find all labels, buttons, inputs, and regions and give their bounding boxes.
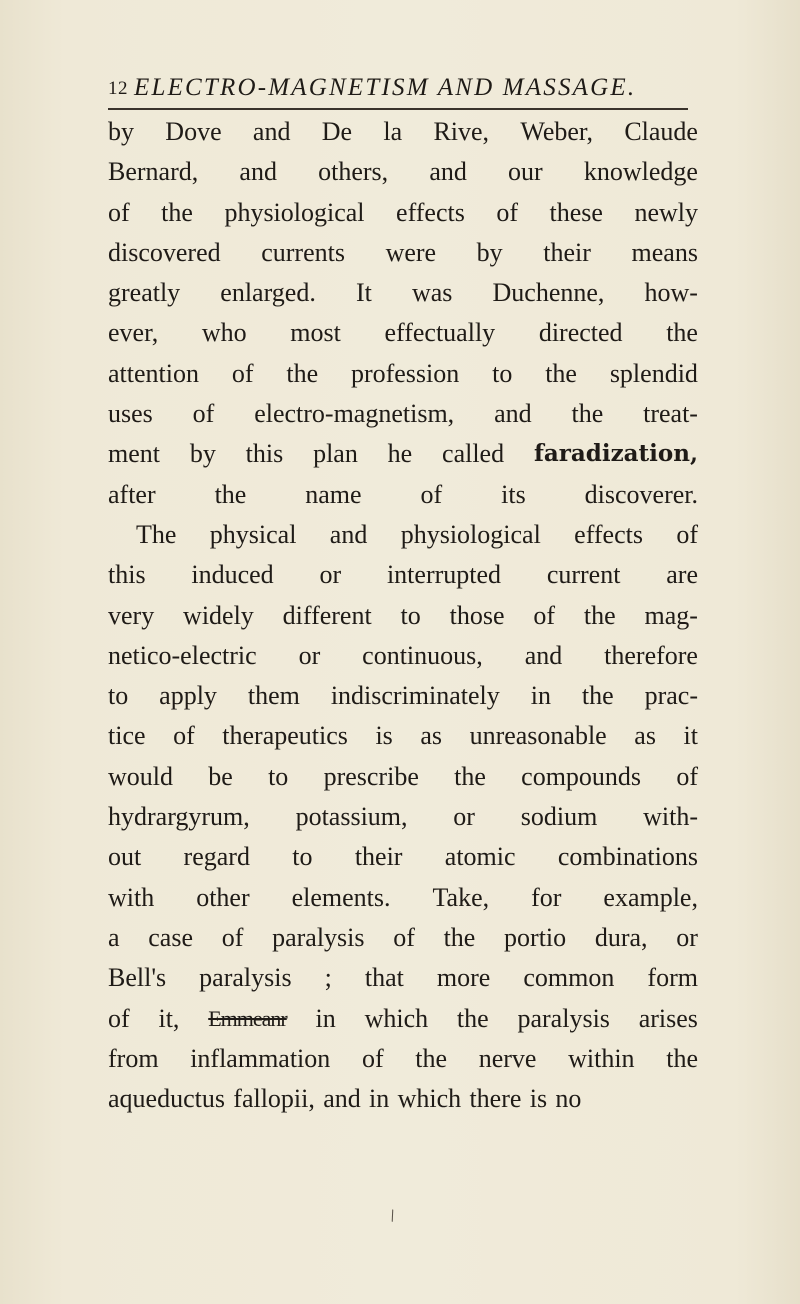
word: indiscriminately <box>330 681 500 711</box>
word: very <box>108 600 155 630</box>
text-line <box>108 555 698 595</box>
word: or <box>676 922 698 952</box>
word: different <box>282 600 372 630</box>
word: to <box>108 681 129 711</box>
word: Dove <box>165 117 222 146</box>
word: of <box>676 519 698 549</box>
word: of <box>533 600 556 630</box>
word: the <box>583 600 616 630</box>
word: arises <box>638 1003 698 1033</box>
word: The <box>136 519 177 549</box>
word: It <box>355 278 372 308</box>
word: which <box>397 1084 462 1114</box>
word: the <box>161 197 193 227</box>
word: others, <box>318 157 389 187</box>
stray-mark: \ <box>387 1207 398 1225</box>
word: attention <box>108 358 199 388</box>
word: prescribe <box>323 761 419 791</box>
word: nerve <box>478 1043 537 1073</box>
text-line <box>108 475 698 515</box>
word: ; <box>324 963 332 993</box>
text-line <box>108 1079 698 1119</box>
word: to <box>400 600 421 630</box>
word: this <box>245 439 284 469</box>
word: the <box>415 1043 448 1073</box>
text-line <box>108 273 698 313</box>
word: out <box>108 842 142 872</box>
word: Rive, <box>433 117 490 146</box>
running-head: ELECTRO-MAGNETISM AND MASSAGE. <box>134 74 637 101</box>
word: and <box>252 117 291 146</box>
word: of <box>496 197 519 227</box>
word: the <box>456 1003 489 1033</box>
word: or <box>319 560 342 590</box>
word: paralysis <box>272 922 365 952</box>
word: ment <box>108 439 160 469</box>
text-line <box>108 636 698 676</box>
word: the <box>443 922 476 952</box>
word: continuous, <box>362 640 483 670</box>
word: our <box>508 157 543 187</box>
word: how- <box>644 278 698 308</box>
word: who <box>201 318 247 348</box>
page-number: 12 <box>108 78 128 99</box>
word: physiological <box>224 197 365 227</box>
text-line <box>108 676 698 716</box>
text-line <box>108 233 698 273</box>
word: of <box>361 1043 384 1073</box>
word: widely <box>183 600 254 630</box>
word: as <box>634 721 656 751</box>
word: and <box>494 399 532 429</box>
word: it <box>683 721 698 751</box>
word: for <box>531 882 562 912</box>
word: and <box>239 157 277 187</box>
word: paralysis <box>199 963 292 993</box>
body-text <box>108 112 698 1119</box>
word: directed <box>538 318 623 348</box>
word: portio <box>504 922 567 952</box>
word: those <box>449 600 505 630</box>
word: form <box>647 963 698 993</box>
word: currents <box>261 237 345 267</box>
word: dura, <box>594 922 648 952</box>
word: or <box>453 802 475 832</box>
word: unreasonable <box>469 721 607 751</box>
word: Duchenne, <box>492 278 605 308</box>
text-line <box>108 394 698 434</box>
word: example, <box>603 882 698 912</box>
word: Emmeanr <box>208 1005 287 1031</box>
word: more <box>436 963 491 993</box>
word: and <box>524 640 563 670</box>
text-line <box>108 918 698 958</box>
text-line <box>108 837 698 877</box>
word: discovered <box>108 237 221 267</box>
word: the <box>666 318 698 348</box>
word: enlarged. <box>220 278 316 308</box>
word: of <box>173 721 195 751</box>
word: from <box>108 1043 159 1073</box>
word: its <box>501 479 526 509</box>
word: he <box>387 439 413 469</box>
page-header <box>108 68 688 110</box>
text-line <box>108 958 698 998</box>
word: of <box>221 922 244 952</box>
word: tice <box>108 721 146 751</box>
word: therefore <box>604 640 698 670</box>
word: and <box>429 157 467 187</box>
word: that <box>364 963 404 993</box>
word: elements. <box>291 882 391 912</box>
word: plan <box>313 439 358 469</box>
word: is <box>375 721 393 751</box>
word: as <box>420 721 443 751</box>
word: be <box>208 761 233 791</box>
word: means <box>631 237 698 267</box>
word: name <box>305 479 362 509</box>
word: splendid <box>609 358 698 388</box>
word: other <box>196 882 250 912</box>
text-line <box>108 596 698 636</box>
word: the <box>214 479 247 509</box>
word: Take, <box>432 882 490 912</box>
word: mag- <box>644 600 698 630</box>
word: this <box>108 560 146 590</box>
word: greatly <box>108 278 181 308</box>
word: faradization, <box>533 440 698 468</box>
word: aqueductus <box>108 1084 225 1114</box>
word: atomic <box>444 842 516 872</box>
word: compounds <box>521 761 642 791</box>
word: uses <box>108 399 153 429</box>
word: called <box>442 439 505 469</box>
word: of <box>108 197 130 227</box>
text-line <box>108 757 698 797</box>
word: effectually <box>384 318 496 348</box>
word: inflammation <box>190 1043 331 1073</box>
word: netico-electric <box>108 640 257 670</box>
word: there <box>469 1084 522 1114</box>
word: physical <box>209 519 297 549</box>
text-line <box>108 999 698 1039</box>
word: which <box>364 1003 429 1033</box>
text-line <box>108 434 698 474</box>
word: current <box>546 560 621 590</box>
word: of <box>420 479 443 509</box>
word: interrupted <box>386 560 502 590</box>
word: the <box>545 358 577 388</box>
word: the <box>454 761 486 791</box>
word: the <box>571 399 604 429</box>
word: Bernard, <box>108 157 199 187</box>
word: no <box>555 1084 582 1114</box>
word: therapeutics <box>222 721 348 751</box>
word: effects <box>396 197 465 227</box>
word: in <box>369 1084 390 1114</box>
word: of <box>192 399 215 429</box>
word: to <box>492 358 513 388</box>
word: apply <box>159 681 217 711</box>
word: profession <box>350 358 460 388</box>
word: prac- <box>644 681 698 711</box>
text-line <box>108 193 698 233</box>
word: sodium <box>520 802 598 832</box>
word: and <box>323 1084 361 1114</box>
word: is <box>529 1084 548 1114</box>
text-line <box>108 716 698 756</box>
word: effects <box>574 519 643 549</box>
word: of <box>231 358 254 388</box>
word: of <box>108 1003 130 1033</box>
word: was <box>411 278 453 308</box>
word: fallopii, <box>233 1084 315 1114</box>
word: of <box>676 761 698 791</box>
word: Weber, <box>520 117 594 146</box>
word: electro-magnetism, <box>254 399 455 429</box>
word: were <box>385 237 437 267</box>
word: induced <box>191 560 274 590</box>
word: would <box>108 761 173 791</box>
text-line <box>108 878 698 918</box>
text-line <box>108 515 698 555</box>
word: within <box>568 1043 635 1073</box>
word: them <box>247 681 300 711</box>
word: in <box>315 1003 336 1033</box>
word: hydrargyrum, <box>108 802 250 832</box>
word: knowledge <box>583 157 698 187</box>
word: De <box>321 117 353 146</box>
word: their <box>354 842 403 872</box>
word: regard <box>183 842 250 872</box>
word: a <box>108 922 120 952</box>
word: in <box>530 681 551 711</box>
word: with <box>108 882 155 912</box>
word: with- <box>643 802 698 832</box>
word: to <box>292 842 313 872</box>
word: the <box>286 358 319 388</box>
word: to <box>268 761 289 791</box>
text-line <box>108 797 698 837</box>
word: la <box>383 117 403 146</box>
word: or <box>298 640 321 670</box>
word: the <box>581 681 614 711</box>
word: physiological <box>400 519 541 549</box>
text-line <box>108 354 698 394</box>
word: after <box>108 479 156 509</box>
word: case <box>148 922 193 952</box>
word: Claude <box>624 117 698 146</box>
word: newly <box>634 197 698 227</box>
word: treat- <box>643 399 698 429</box>
word: their <box>543 237 591 267</box>
word: potassium, <box>295 802 408 832</box>
word: most <box>290 318 341 348</box>
word: paralysis <box>517 1003 610 1033</box>
word: by <box>476 237 503 267</box>
word: discoverer. <box>584 479 698 509</box>
text-line <box>108 313 698 353</box>
word: the <box>666 1043 698 1073</box>
word: it, <box>158 1003 180 1033</box>
word: by <box>189 439 216 469</box>
word: and <box>329 519 368 549</box>
word: Bell's <box>108 963 167 993</box>
word: are <box>666 560 698 590</box>
word: common <box>523 963 615 993</box>
word: ever, <box>108 318 159 348</box>
word: of <box>393 922 415 952</box>
word: by <box>108 117 134 146</box>
word: combinations <box>557 842 698 872</box>
word: these <box>549 197 603 227</box>
text-line <box>108 112 698 152</box>
text-line <box>108 1039 698 1079</box>
text-line <box>108 152 698 192</box>
